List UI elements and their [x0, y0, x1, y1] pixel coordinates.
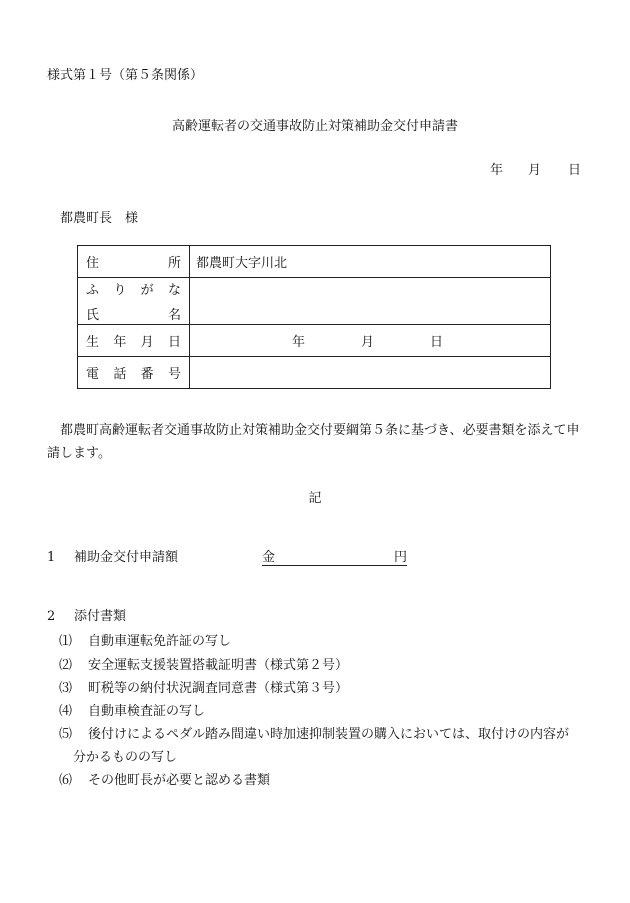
attachment-text: 安全運転支援装置搭載証明書（様式第２号） — [88, 658, 349, 673]
birth-day: 日 — [430, 335, 444, 350]
address-value: 都農町大字川北 — [190, 246, 551, 278]
applicant-table — [77, 245, 551, 389]
attachment-number: ⑵ — [59, 658, 73, 673]
attachment-item — [59, 654, 348, 673]
item2-attachments — [47, 605, 126, 624]
birthdate-label-cell — [78, 325, 190, 357]
attachment-text: 町税等の納付状況調査同意書（様式第３号） — [88, 681, 349, 696]
attachment-item — [59, 769, 270, 788]
ki-heading: 記 — [308, 491, 322, 506]
phone-row — [78, 357, 551, 389]
date-line — [490, 159, 581, 178]
attachment-number: ⑹ — [59, 773, 73, 788]
address-label-cell — [78, 246, 190, 278]
item2-number: 2 — [47, 609, 56, 624]
phone-label-cell — [78, 357, 190, 389]
attachment-number: ⑸ — [59, 727, 73, 742]
attachment-item — [59, 700, 205, 719]
name-label-cell — [78, 278, 190, 325]
amount-prefix: 金 — [262, 550, 276, 565]
item1-number: 1 — [47, 550, 56, 565]
phone-value — [190, 357, 551, 389]
birthdate-label: 生 年 月 日 — [86, 335, 181, 350]
furigana-label: ふ り が な — [86, 283, 181, 298]
item1-label: 補助金交付申請額 — [74, 550, 179, 565]
address-label: 住 所 — [86, 256, 181, 271]
attachment-continuation: 分かるものの写し — [73, 750, 178, 765]
attachment-number: ⑶ — [59, 681, 73, 696]
name-row — [78, 278, 551, 325]
name-value — [190, 278, 551, 325]
addressee: 都農町長 様 — [60, 211, 139, 226]
attachment-text: その他町長が必要と認める書類 — [88, 773, 271, 788]
amount-suffix: 円 — [393, 550, 407, 565]
date-day: 日 — [568, 163, 582, 178]
phone-label: 電 話 番 号 — [86, 367, 181, 382]
birth-year: 年 — [292, 335, 306, 350]
birthdate-row — [78, 325, 551, 357]
body-text: 都農町高齢運転者交通事故防止対策補助金交付要綱第５条に基づき、必要書類を添えて申請します。 — [47, 423, 580, 461]
name-label: 氏 名 — [86, 308, 181, 323]
date-year: 年 — [490, 163, 504, 178]
attachment-item — [59, 723, 569, 742]
amount-field — [262, 546, 407, 566]
document-title: 高齢運転者の交通事故防止対策補助金交付申請書 — [171, 119, 458, 134]
attachment-text: 後付けによるペダル踏み間違い時加速抑制装置の購入においては、取付けの内容が — [88, 727, 570, 742]
date-month: 月 — [528, 163, 542, 178]
attachment-item — [59, 630, 231, 649]
attachment-text: 自動車検査証の写し — [88, 704, 206, 719]
attachment-number: ⑴ — [59, 634, 73, 649]
birth-month: 月 — [361, 335, 375, 350]
attachment-text: 自動車運転免許証の写し — [88, 634, 232, 649]
form-number: 様式第１号（第５条関係） — [47, 68, 204, 83]
birthdate-value — [190, 325, 551, 357]
attachment-number: ⑷ — [59, 704, 73, 719]
address-row — [78, 246, 551, 278]
item2-label: 添付書類 — [74, 609, 127, 624]
item1-amount — [47, 546, 407, 565]
attachment-item — [59, 677, 348, 696]
